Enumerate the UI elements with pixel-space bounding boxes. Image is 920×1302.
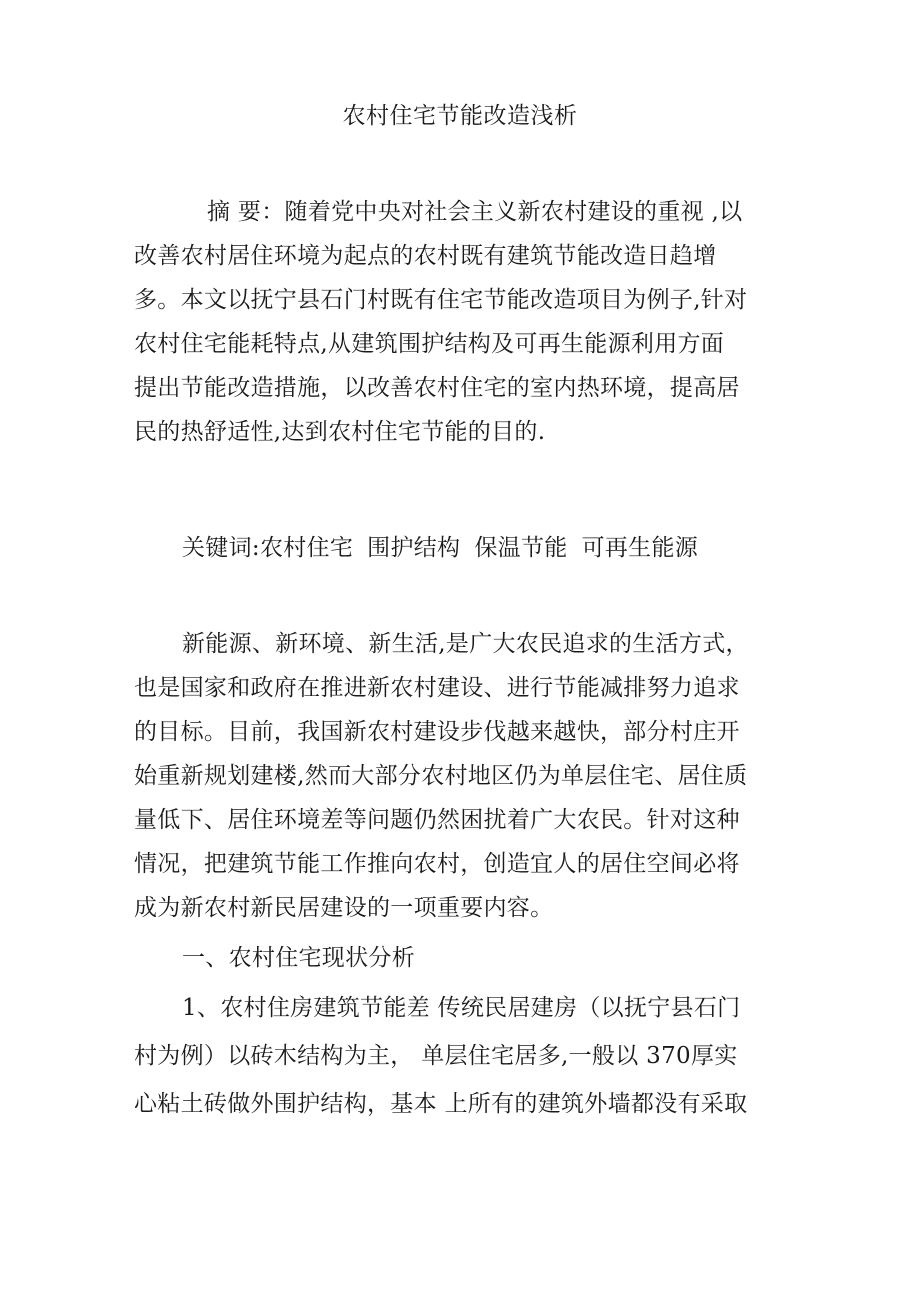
keyword: 围护结构 — [367, 535, 461, 561]
keyword: 可再生能源 — [581, 535, 699, 561]
section-line: 1、农村住房建筑节能差 传统民居建房（以抚宁县石门 — [182, 995, 741, 1021]
intro-line: 量低下、居住环境差等问题仍然困扰着广大农民。针对这种 — [134, 807, 740, 833]
document-title: 农村住宅节能改造浅析 — [342, 103, 578, 129]
abstract-line: 多。本文以抚宁县石门村既有住宅节能改造项目为例子,针对 — [134, 287, 748, 313]
intro-line: 的目标。目前，我国新农村建设步伐越来越快，部分村庄开 — [134, 719, 740, 745]
keywords-label: 关键词: — [182, 535, 260, 561]
keywords-line — [182, 530, 698, 566]
section-line: 心粘土砖做外围护结构，基本 上所有的建筑外墙都没有采取 — [134, 1091, 748, 1117]
section-heading: 一、农村住宅现状分析 — [182, 945, 415, 971]
abstract-line: 农村住宅能耗特点,从建筑围护结构及可再生能源利用方面 — [134, 331, 725, 357]
section-line: 村为例）以砖木结构为主， 单层住宅居多,一般以 370厚实 — [134, 1043, 738, 1069]
intro-line: 也是国家和政府在推进新农村建设、进行节能减排努力追求 — [134, 675, 740, 701]
abstract-line: 民的热舒适性,达到农村住宅节能的目的. — [134, 419, 546, 445]
intro-line: 始重新规划建楼,然而大部分农村地区仍为单层住宅、居住质 — [134, 763, 748, 789]
abstract-line: 改善农村居住环境为起点的农村既有建筑节能改造日趋增 — [134, 243, 717, 269]
keyword: 保温节能 — [474, 535, 568, 561]
keyword: 农村住宅 — [259, 535, 354, 561]
intro-line: 情况，把建筑节能工作推向农村，创造宜人的居住空间必将 — [134, 851, 740, 877]
abstract-line: 提出节能改造措施，以改善农村住宅的室内热环境，提高居 — [134, 375, 740, 401]
abstract-line: 摘 要：随着党中央对社会主义新农村建设的重视 ,以 — [207, 199, 743, 225]
intro-line: 成为新农村新民居建设的一项重要内容。 — [134, 895, 554, 921]
intro-line: 新能源、新环境、新生活,是广大农民追求的生活方式， — [182, 631, 749, 657]
